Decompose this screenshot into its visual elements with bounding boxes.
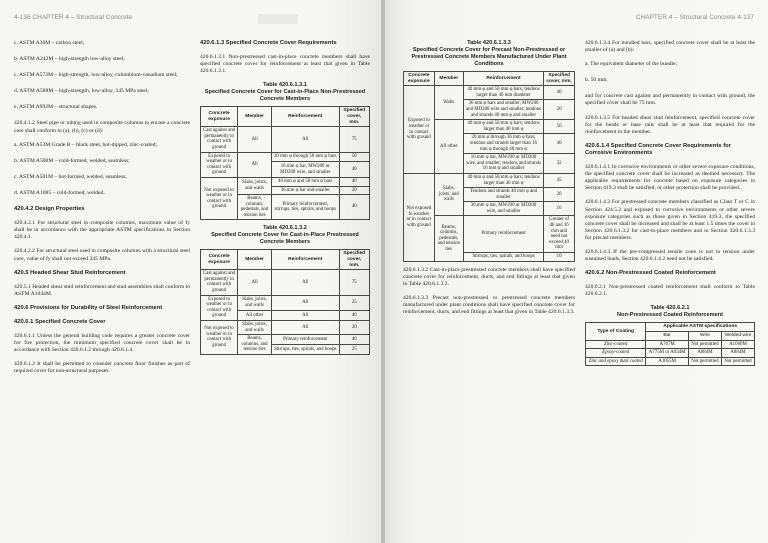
table-cell: Beams, columns, pedestals, and tension ties	[434, 216, 463, 261]
table-cell: Not permitted	[721, 357, 754, 366]
section-heading: 420.6.1 Specified Concrete Cover	[14, 318, 106, 325]
table-caption: Table 420.6.1.3.1 Specified Concrete Cover for Cast-in-Place Non-Prestressed Concrete Members	[204, 82, 366, 103]
list-item: c. ASTM A36M – carbon steel;	[14, 40, 85, 46]
table-cell: 40 mm φ and 58 mm φ bars; tendons larger than 40 mm φ	[463, 120, 543, 134]
table-cell: Not exposed to weather or in contact with ground	[404, 173, 435, 261]
table-cell: 10	[544, 253, 575, 262]
table-header-cell: Member	[238, 250, 272, 270]
list-item: e. ASTM A992M – structural shapes.	[14, 104, 98, 111]
table-row	[201, 295, 370, 311]
table-caption: Table 420.6.1.3.3 Specified Concrete Cover for Precast Non-Prestressed or Prestressed Concrete Members Manufactured Under Plant Conditions	[411, 40, 567, 67]
list-item: c. ASTM A572M – high-strength, low-alloy, columbium-vanadium steel;	[14, 72, 178, 79]
table-cell: 20	[339, 186, 369, 195]
table-header-cell: Bar	[646, 332, 689, 341]
table-header-cell: Type of Coating	[586, 323, 646, 340]
table-header-cell: Member	[434, 72, 463, 86]
table-cell: 20	[544, 188, 575, 202]
table-cell: 40 mm φ and 58 mm φ bars	[271, 177, 339, 186]
list-item: b. ASTM A500M – cold-formed, welded, seamless;	[14, 157, 130, 164]
table-cell: Exposed to weather or in contact with ground	[201, 295, 238, 320]
table-cell: Primary reinforcement, stirrups, ties, spirals, and hoops	[271, 195, 339, 220]
running-head-left: 4-136 CHAPTER 4 – Structural Concrete	[14, 14, 133, 21]
table-cell: All	[271, 311, 339, 321]
table-header-cell: Reinforcement	[271, 250, 339, 270]
table-cell: All other	[434, 120, 463, 174]
table-cell: Exposed to weather or in contact with ground	[201, 152, 238, 177]
paragraph: 420.6.1.3.3 Precast non-prestressed or prestressed concrete members manufactured under plant conditions shall have specified concrete cover for reinforcement, ducts, and end fittings at least that given in Table 420.6.1.3.3.	[403, 294, 575, 316]
table-cell: A775M or A934M	[646, 349, 689, 358]
table-cell: Walls	[434, 86, 463, 120]
section-heading: 420.6.1.4 Specified Concrete Cover Requirements for Corrosive Environments	[585, 142, 731, 156]
left-page	[0, 0, 382, 543]
table-row	[201, 152, 370, 162]
table-caption: Table 420.6.2.1 Non-Prestressed Coated Reinforcement	[617, 305, 723, 319]
list-item: c. ASTM A501M – hot-formed, welded, seamless;	[14, 173, 127, 180]
right-column-2	[585, 40, 755, 371]
table-cell: All	[271, 295, 339, 311]
paragraph: and for concrete cast against and permanently in contact with ground, the specified cover shall be 75 mm.	[585, 93, 755, 107]
running-head-right: CHAPTER 4 – Structural Concrete 4-137	[635, 14, 754, 21]
table-cell: 40	[339, 177, 369, 186]
table-cell: Epoxy-coated	[586, 349, 646, 358]
table-cell: A1055M	[646, 357, 689, 366]
table-cell: All	[238, 270, 272, 295]
table-caption: Table 420.6.1.3.2 Specified Concrete Cover for Cast-in-Place Prestressed Concrete Members	[211, 225, 359, 246]
table-cell: A884M	[721, 349, 754, 358]
table-cell: Primary reinforcement	[271, 335, 339, 345]
table-row	[586, 340, 755, 349]
table-cell: Greater of db and 16 mm and need not exceed 40 mm	[544, 216, 575, 253]
table-cell: 40 mm φ and 58 mm φ bars; tendons larger than 40 mm diameter	[463, 86, 543, 100]
list-item: b. 50 mm,	[585, 77, 608, 84]
table-cell: 36 mm φ bar and smaller	[271, 186, 339, 195]
table-cell: 16	[544, 202, 575, 216]
table-cell: Zinc and epoxy dual coated	[586, 357, 646, 366]
table-header-cell: Specified cover, mm.	[339, 107, 369, 127]
table-cell: 45	[544, 173, 575, 187]
table-cell: 40	[544, 134, 575, 154]
list-item: a. The equivalent diameter of the bundle;	[585, 61, 678, 68]
paragraph: 420.4.1.2 Steel pipe or tubing used in composite columns to encase a concrete core shall conform to (a), (b), (c) or (d):	[14, 120, 190, 134]
table-cell: Stirrups, ties, spirals, and hoops	[463, 253, 543, 262]
table-header-cell: Concrete exposure	[404, 72, 435, 86]
table-row	[201, 177, 370, 186]
cover-table-precast	[403, 71, 575, 262]
paragraph: 420.5.1 Headed shear stud reinforcement and stud assemblies shall conform to ASTM A1044M.	[14, 283, 190, 297]
table-cell: 36 mm φ bar, MW200 or MD200 wire, and smaller	[463, 202, 543, 216]
table-cell: All	[238, 152, 272, 177]
table-cell: Beams, columns, pedestals, and tension ties	[238, 195, 272, 220]
list-item: d. ASTM A588M – high-strength, low-alloy, 345 MPa steel;	[14, 88, 149, 95]
table-cell: 20	[544, 100, 575, 120]
table-cell: 75	[339, 270, 369, 295]
table-header-cell: Concrete exposure	[201, 250, 238, 270]
list-item: b. ASTM A242M – high-strength low-alloy steel;	[14, 56, 125, 63]
table-header-cell: Member	[238, 107, 272, 127]
table-row	[404, 173, 575, 187]
table-cell: 20	[339, 321, 369, 335]
section-heading: 420.6.1.3 Specified Concrete Cover Requirements	[200, 40, 337, 46]
paragraph: 420.6.1.1 Unless the general building code requires a greater concrete cover for fire protection, the minimum specified concrete cover shall be in accordance with Section 420.6.1.2 through 420.6.1.4.	[14, 333, 190, 354]
table-cell: Not exposed to weather or in contact with ground	[201, 177, 238, 220]
table-cell: 25	[339, 295, 369, 311]
paragraph: 420.6.1.3.4 For bundled bars, specified concrete cover shall be at least the smaller of (a) and (b):	[585, 40, 755, 54]
list-item: a. ASTM A53M Grade B – black steel, hot-dipped, zinc-coated;	[14, 141, 157, 148]
table-cell: 40	[339, 335, 369, 345]
list-item: d. ASTM A1085 – cold-formed, welded.	[14, 189, 105, 196]
table-cell: All	[271, 321, 339, 335]
table-cell: Exposed to weather or in contact with ground	[404, 86, 435, 174]
table-cell: 32	[544, 154, 575, 174]
table-cell: 40 mm φ and 58 mm φ bars; tendons larger than 40 mm φ	[463, 173, 543, 187]
cover-table-cast-nonprestressed	[200, 106, 370, 220]
table-cell: 50	[339, 152, 369, 162]
table-row	[586, 349, 755, 358]
table-cell: Slabs, joists, and walls	[238, 321, 272, 335]
paragraph: 420.6.1.3.5 For headed shear stud reinforcement, specified concrete cover for the heads or base rails shall be at least that required for the reinforcement in the member.	[585, 114, 755, 135]
paragraph: 420.6.1.2 It shall be permitted to consider concrete floor finishes as part of required cover for non-structural purposes.	[14, 361, 190, 375]
table-header-cell: Welded wire	[721, 332, 754, 341]
paragraph: 420.6.1.4.1 In corrosive environments or other severe exposure conditions, the specified concrete cover shall be increased as deemed necessary. The applicable requirements for concrete based on exposure categories in Section 419.3 shall be satisfied, or other protection shall be provided.	[585, 164, 755, 192]
table-cell: 50	[544, 120, 575, 134]
coated-reinforcement-table	[585, 322, 755, 366]
table-header-cell: Applicable ASTM specifications	[646, 323, 755, 332]
section-heading: 420.6.2 Non-Prestressed Coated Reinforcement	[585, 270, 716, 277]
cover-table-cast-prestressed	[200, 249, 370, 355]
table-cell: 75	[339, 127, 369, 152]
right-page	[385, 0, 768, 543]
table-cell: Beams, columns, and tension ties	[238, 335, 272, 355]
table-cell: All other	[238, 311, 272, 321]
left-column-2	[200, 40, 370, 360]
table-cell: Slabs, joists, and walls	[434, 173, 463, 216]
table-row	[586, 357, 755, 366]
table-cell: Primary reinforcement	[463, 216, 543, 253]
table-cell: All	[271, 127, 339, 152]
table-cell: Cast against and permanently in contact with ground	[201, 127, 238, 152]
table-header-cell: Reinforcement	[271, 107, 339, 127]
table-row	[404, 86, 575, 100]
table-cell: 36 mm φ bars and smaller; MW200 and MD200 wire and smaller; tendons and strands 40 mm φ and smaller	[463, 100, 543, 120]
table-cell: Tendons and strands 40 mm φ and smaller	[463, 188, 543, 202]
table-cell: Not permitted	[688, 357, 721, 366]
table-header-cell: Specified cover, mm.	[339, 250, 369, 270]
paragraph: 420.6.1.4.3 If the pre-compressed tensile zone is not in tension under sustained loads, Section 420.6.1.4.2 need not be satisfied.	[585, 248, 755, 263]
paragraph: 420.4.2.2 For structural steel used in composite columns with a structural steel core, value of fy shall not exceed 345 MPa.	[14, 248, 190, 262]
table-cell: Cast against and permanently in contact with ground	[201, 270, 238, 295]
right-column-1	[403, 40, 575, 323]
table-cell: Zinc-coated	[586, 340, 646, 349]
table-cell: 40	[339, 195, 369, 220]
section-heading: 420.5 Headed Shear Stud Reinforcement	[14, 269, 126, 276]
table-row	[201, 127, 370, 152]
table-cell: 40	[339, 311, 369, 321]
table-row	[201, 270, 370, 295]
table-cell: 40	[339, 162, 369, 178]
table-header-cell: Wire	[688, 332, 721, 341]
paragraph: 420.4.2.1 For structural steel in composite columns, maximum value of fy shall be in accordance with the appropriate ASTM specifications in Section 420.4.1.	[14, 220, 190, 241]
scan-smudge	[258, 14, 298, 24]
paragraph: 420.6.1.3.2 Cast-in-place prestressed concrete members shall have specified concrete cover for reinforcement, ducts, and end fittings at least that given in Table 420.6.1.3.2.	[403, 266, 575, 287]
table-cell: All	[238, 127, 272, 152]
table-cell: Not permitted	[688, 340, 721, 349]
table-cell: Not exposed to weather or in contact with ground	[201, 321, 238, 355]
section-heading: 420.4.2 Design Properties	[14, 206, 85, 213]
paragraph: 420.6.1.4.2 For prestressed concrete members classified as Class T or C in Section 424.5.2 and exposed to corrosive environments or other severe exposure categories such as those given in Section 419.3, the specified concrete cover shall be increased and shall be at least 1.5 times the cover in Section 420.6.1.3.2 for cast-in-place members and in Section 420.6.1.3.3 for precast members.	[585, 199, 755, 241]
table-cell: 16 mm φ bar, MW200 or MD200 wire, and smaller	[271, 162, 339, 178]
table-cell: 40	[544, 86, 575, 100]
table-header-cell: Specified cover, mm.	[544, 72, 575, 86]
left-column-1	[14, 40, 190, 383]
table-cell: 20 mm φ through 36 mm φ bars; tendons and strands larger than 16 mm φ through 40 mm φ	[463, 134, 543, 154]
table-cell: Stirrups, ties, spirals, and hoops	[271, 345, 339, 355]
table-cell: Slabs, joists, and walls	[238, 295, 272, 311]
table-cell: 25	[339, 345, 369, 355]
paragraph: 420.6.1.3.1 Non-prestressed cast-in-place concrete members shall have specified concrete cover for reinforcement at least that given in Table 420.6.1.3.1.	[200, 54, 370, 75]
table-cell: A767M	[646, 340, 689, 349]
table-cell: Slabs, joists, and walls	[238, 177, 272, 194]
table-cell: A884M	[688, 349, 721, 358]
paragraph: 420.6.2.1 Non-prestressed coated reinforcement shall conform to Table 420.6.2.1.	[585, 284, 755, 298]
table-header-cell: Reinforcement	[463, 72, 543, 86]
table-cell: 20 mm φ through 58 mm φ bars	[271, 152, 339, 162]
section-heading: 420.6 Provisions for Durability of Steel Reinforcement	[14, 304, 163, 311]
table-row	[201, 321, 370, 335]
table-cell: 16 mm φ bar, MW200 or MD200 wire, and smaller; tendons and strands 16 mm φ and smaller	[463, 154, 543, 174]
table-header-cell: Concrete exposure	[201, 107, 238, 127]
table-cell: A1060M	[721, 340, 754, 349]
table-cell: All	[271, 270, 339, 295]
